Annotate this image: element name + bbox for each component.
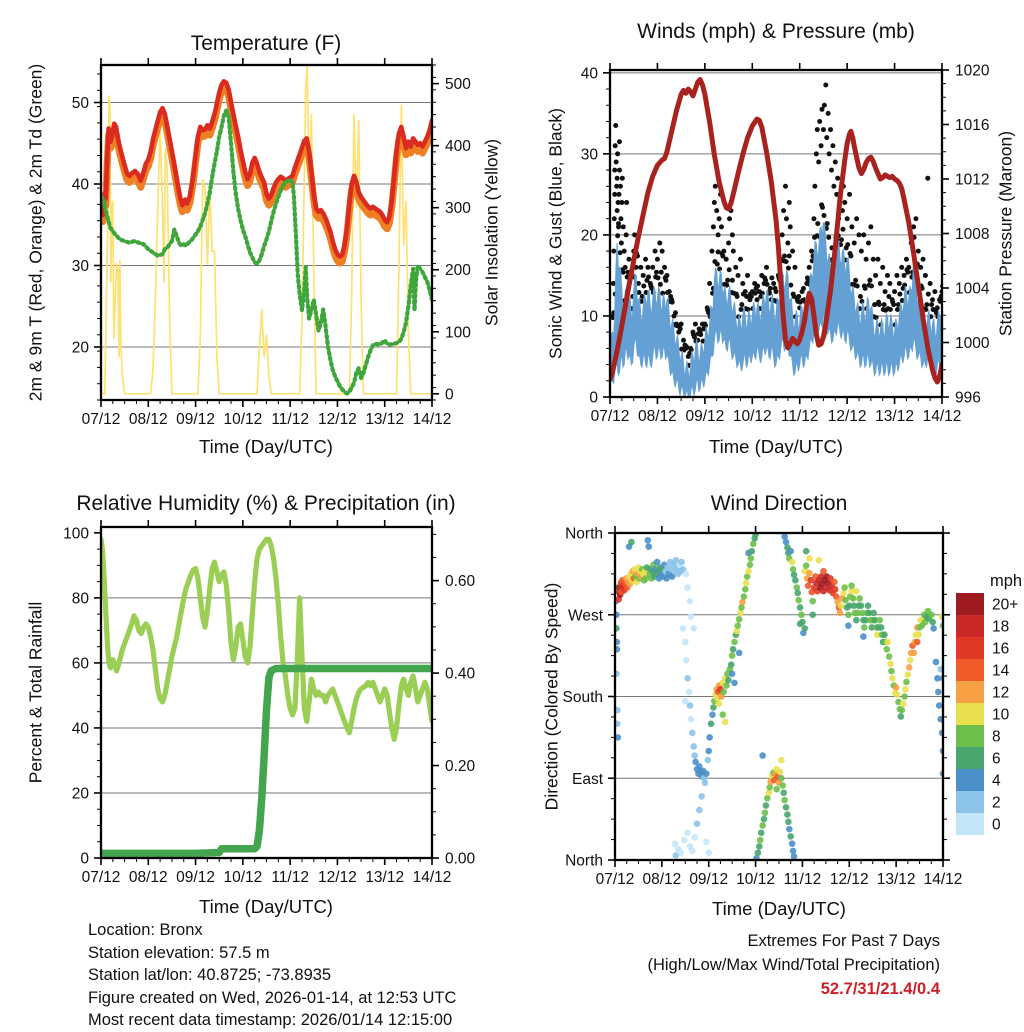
svg-text:6: 6 bbox=[992, 750, 1001, 768]
svg-text:09/12: 09/12 bbox=[685, 408, 725, 425]
extremes-block bbox=[647, 929, 940, 1001]
svg-text:13/12: 13/12 bbox=[365, 411, 405, 428]
svg-text:14/12: 14/12 bbox=[412, 411, 452, 428]
svg-text:East: East bbox=[571, 770, 603, 788]
footer-timestamp: Most recent data timestamp: 2026/01/14 12:15:00 bbox=[88, 1011, 453, 1030]
xaxis-label-humidity: Time (Day/UTC) bbox=[199, 896, 333, 917]
svg-text:14: 14 bbox=[992, 662, 1010, 680]
svg-text:0: 0 bbox=[445, 386, 454, 404]
svg-text:40: 40 bbox=[71, 176, 89, 194]
xaxis-label-winddir: Time (Day/UTC) bbox=[712, 898, 846, 919]
svg-text:12/12: 12/12 bbox=[318, 869, 357, 886]
svg-text:80: 80 bbox=[71, 590, 89, 608]
yaxis-label-winds-right: Station Pressure (Maroon) bbox=[995, 130, 1016, 337]
svg-text:10/12: 10/12 bbox=[223, 411, 263, 428]
svg-text:South: South bbox=[562, 689, 603, 706]
svg-text:10: 10 bbox=[580, 308, 598, 326]
yaxis-label-humidity-left: Percent & Total Rainfall bbox=[25, 601, 46, 784]
svg-text:50: 50 bbox=[71, 94, 89, 112]
svg-text:20: 20 bbox=[580, 227, 598, 245]
yaxis-label-temperature-right: Solar Insolation (Yellow) bbox=[481, 138, 502, 327]
svg-text:1000: 1000 bbox=[955, 335, 990, 352]
svg-text:16: 16 bbox=[992, 640, 1010, 658]
panel-title-humidity: Relative Humidity (%) & Precipitation (in) bbox=[76, 492, 456, 515]
extremes-subtitle: (High/Low/Max Wind/Total Precipitation) bbox=[647, 956, 940, 974]
xaxis-label-winds: Time (Day/UTC) bbox=[709, 436, 843, 457]
svg-text:0: 0 bbox=[589, 389, 598, 407]
panel-title-winddir: Wind Direction bbox=[710, 492, 848, 515]
svg-text:08/12: 08/12 bbox=[128, 411, 168, 428]
svg-text:13/12: 13/12 bbox=[365, 869, 405, 886]
svg-text:0.40: 0.40 bbox=[445, 665, 476, 683]
svg-text:12/12: 12/12 bbox=[829, 871, 869, 888]
svg-text:400: 400 bbox=[445, 138, 471, 156]
svg-text:200: 200 bbox=[445, 262, 471, 280]
svg-text:0.00: 0.00 bbox=[445, 850, 476, 868]
svg-text:10/12: 10/12 bbox=[223, 869, 263, 886]
svg-text:11/12: 11/12 bbox=[780, 408, 819, 425]
svg-text:12/12: 12/12 bbox=[827, 408, 867, 425]
svg-text:100: 100 bbox=[63, 525, 89, 543]
svg-text:12/12: 12/12 bbox=[318, 411, 357, 428]
yaxis-label-temperature-left: 2m & 9m T (Red, Orange) & 2m Td (Green) bbox=[25, 63, 46, 402]
yaxis-label-winddir-left: Direction (Colored By Speed) bbox=[541, 582, 562, 811]
yaxis-label-winds-left: Sonic Wind & Gust (Blue, Black) bbox=[545, 108, 566, 359]
svg-text:13/12: 13/12 bbox=[875, 408, 914, 425]
svg-text:30: 30 bbox=[580, 146, 598, 164]
svg-text:10/12: 10/12 bbox=[732, 408, 772, 425]
svg-text:09/12: 09/12 bbox=[689, 871, 729, 888]
footer-latlon: Station lat/lon: 40.8725; -73.8935 bbox=[88, 966, 332, 985]
panel-title-temperature: Temperature (F) bbox=[190, 32, 342, 55]
svg-text:20: 20 bbox=[71, 785, 89, 803]
footer-created: Figure created on Wed, 2026-01-14, at 12:53 UTC bbox=[88, 988, 457, 1007]
svg-text:10/12: 10/12 bbox=[736, 871, 775, 888]
svg-text:1004: 1004 bbox=[955, 280, 990, 298]
svg-text:North: North bbox=[565, 852, 603, 870]
svg-text:20: 20 bbox=[71, 339, 89, 357]
svg-text:500: 500 bbox=[445, 76, 471, 94]
svg-text:07/12: 07/12 bbox=[81, 411, 121, 428]
extremes-title: Extremes For Past 7 Days bbox=[747, 932, 940, 950]
svg-text:2: 2 bbox=[992, 794, 1001, 812]
svg-text:996: 996 bbox=[955, 389, 981, 407]
svg-text:09/12: 09/12 bbox=[176, 869, 215, 886]
svg-text:40: 40 bbox=[71, 720, 89, 738]
svg-text:11/12: 11/12 bbox=[271, 411, 309, 428]
svg-text:14/12: 14/12 bbox=[412, 869, 452, 886]
extremes-values: 52.7/31/21.4/0.4 bbox=[820, 980, 940, 998]
svg-text:1016: 1016 bbox=[955, 117, 990, 134]
svg-text:14/12: 14/12 bbox=[923, 871, 963, 888]
svg-text:0: 0 bbox=[992, 816, 1001, 834]
svg-text:1012: 1012 bbox=[955, 171, 990, 189]
svg-text:1020: 1020 bbox=[955, 62, 990, 80]
svg-text:11/12: 11/12 bbox=[271, 869, 309, 886]
svg-text:North: North bbox=[565, 525, 603, 543]
svg-text:0: 0 bbox=[80, 850, 89, 868]
svg-text:30: 30 bbox=[71, 258, 89, 276]
svg-text:08/12: 08/12 bbox=[642, 871, 682, 888]
svg-text:12: 12 bbox=[992, 684, 1010, 702]
panel-0 bbox=[72, 58, 471, 428]
speed-colorbar bbox=[956, 572, 1022, 835]
svg-text:20+: 20+ bbox=[992, 596, 1019, 614]
svg-text:18: 18 bbox=[992, 618, 1010, 636]
svg-text:07/12: 07/12 bbox=[590, 408, 630, 425]
panel-3 bbox=[562, 526, 1022, 889]
station-footer bbox=[88, 919, 456, 1032]
svg-text:100: 100 bbox=[445, 324, 471, 342]
panel-1 bbox=[581, 63, 990, 426]
footer-elevation: Station elevation: 57.5 m bbox=[88, 943, 270, 962]
svg-text:300: 300 bbox=[445, 200, 471, 218]
svg-text:1008: 1008 bbox=[955, 226, 990, 243]
svg-text:07/12: 07/12 bbox=[81, 869, 121, 886]
xaxis-label-temperature: Time (Day/UTC) bbox=[199, 436, 333, 457]
svg-text:0.60: 0.60 bbox=[445, 573, 476, 591]
svg-text:4: 4 bbox=[992, 772, 1001, 790]
svg-text:0.20: 0.20 bbox=[445, 758, 476, 776]
footer-location: Location: Bronx bbox=[88, 921, 203, 939]
svg-text:11/12: 11/12 bbox=[783, 871, 822, 888]
svg-text:60: 60 bbox=[71, 655, 89, 673]
panel-title-winds: Winds (mph) & Pressure (mb) bbox=[637, 20, 915, 43]
svg-text:West: West bbox=[567, 607, 603, 625]
svg-text:08/12: 08/12 bbox=[128, 869, 168, 886]
panel-2 bbox=[63, 520, 475, 886]
svg-text:10: 10 bbox=[992, 706, 1010, 724]
svg-text:8: 8 bbox=[992, 728, 1001, 746]
svg-text:13/12: 13/12 bbox=[876, 871, 916, 888]
svg-text:40: 40 bbox=[580, 65, 598, 83]
svg-text:09/12: 09/12 bbox=[176, 411, 215, 428]
svg-text:07/12: 07/12 bbox=[595, 871, 635, 888]
svg-text:14/12: 14/12 bbox=[922, 408, 962, 425]
svg-text:08/12: 08/12 bbox=[638, 408, 677, 425]
svg-text:mph: mph bbox=[990, 572, 1023, 590]
